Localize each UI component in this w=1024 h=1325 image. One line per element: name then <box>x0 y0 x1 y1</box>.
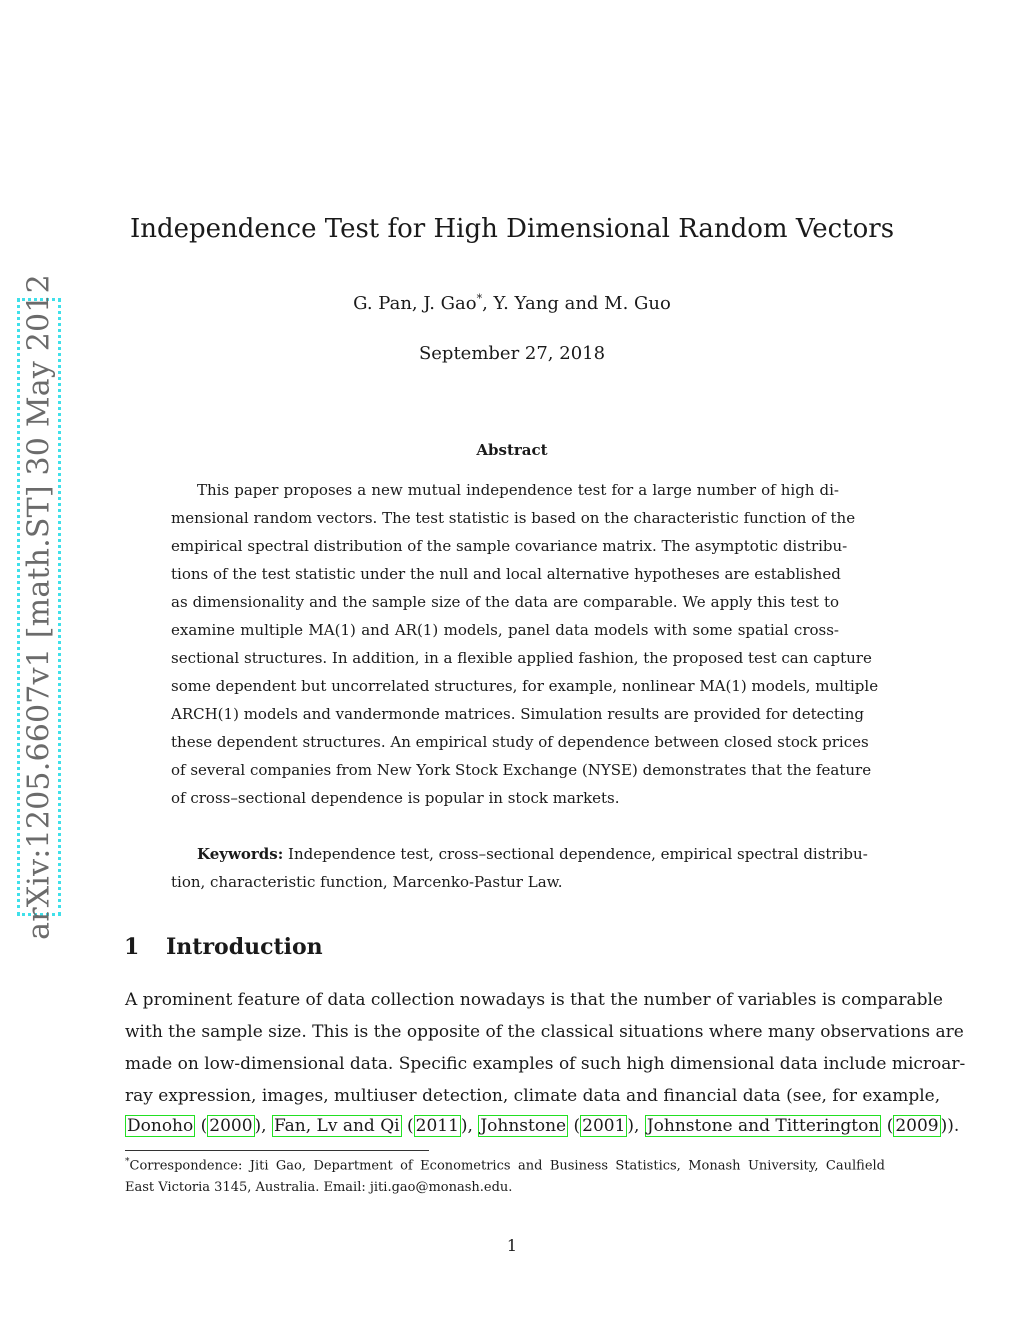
paper-date: September 27, 2018 <box>418 343 606 364</box>
keywords-line-2: tion, characteristic function, Marcenko-Pastur Law. <box>171 873 563 891</box>
body-line: made on low-dimensional data. Specific examples of such high dimensional data include microar- <box>125 1054 966 1074</box>
citation-year-donoho[interactable]: 2000 <box>209 1116 253 1136</box>
correspondence-marker: * <box>476 292 483 305</box>
section-number: 1 <box>124 934 140 960</box>
abstract-line: empirical spectral distribution of the sample covariance matrix. The asymptotic distribu- <box>171 537 848 555</box>
keywords-text-1: Independence test, cross–sectional dependence, empirical spectral distribu- <box>288 845 868 863</box>
abstract-line: examine multiple MA(1) and AR(1) models, panel data models with some spatial cross- <box>171 621 839 639</box>
page-number: 1 <box>506 1236 518 1255</box>
citation-link-donoho[interactable]: Donoho <box>127 1116 194 1136</box>
citation-year-johnstone[interactable]: 2001 <box>582 1116 626 1136</box>
citation-link-johnstone[interactable]: Johnstone <box>480 1116 567 1136</box>
footnote-text-1: Correspondence: Jiti Gao, Department of Econometrics and Business Statistics, Monash University, Caulfield <box>129 1158 885 1174</box>
abstract-line: mensional random vectors. The test statistic is based on the characteristic function of the <box>171 509 856 527</box>
body-line: A prominent feature of data collection nowadays is that the number of variables is comparable <box>125 990 943 1010</box>
keywords-label: Keywords: <box>197 845 284 863</box>
citation-link-johnstone-titterington[interactable]: Johnstone and Titterington <box>646 1116 880 1136</box>
section-title: Introduction <box>166 934 323 960</box>
paper-title: Independence Test for High Dimensional Random Vectors <box>129 214 895 244</box>
author-list <box>0 292 1024 314</box>
body-line: with the sample size. This is the opposite of the classical situations where many observations are <box>125 1022 964 1042</box>
keywords-line-1 <box>171 843 868 865</box>
abstract-line: This paper proposes a new mutual independence test for a large number of high di- <box>197 481 839 499</box>
citation-line: Donoho ( 2000 ), Fan, Lv and Qi ( 2011 ), Johnstone ( 2001 ), Johnstone and Titterington ( 2009 )). <box>127 1116 960 1136</box>
citation-link-fan-lv-qi[interactable]: Fan, Lv and Qi <box>274 1116 400 1136</box>
footnote-marker: * <box>125 1157 130 1167</box>
section-heading <box>124 934 323 960</box>
footnote-line-1 <box>125 1152 885 1172</box>
arxiv-identifier[interactable]: arXiv:1205.6607v1 [math.ST] 30 May 2012 <box>21 274 57 940</box>
abstract-line: as dimensionality and the sample size of the data are comparable. We apply this test to <box>171 593 839 611</box>
abstract-line: tions of the test statistic under the null and local alternative hypotheses are established <box>171 565 841 583</box>
footnote-rule <box>125 1150 429 1151</box>
abstract-line: sectional structures. In addition, in a flexible applied fashion, the proposed test can capture <box>171 649 872 667</box>
abstract-line: some dependent but uncorrelated structures, for example, nonlinear MA(1) models, multiple <box>171 677 879 695</box>
authors-before: G. Pan, J. Gao <box>353 293 477 314</box>
abstract-line: of several companies from New York Stock Exchange (NYSE) demonstrates that the feature <box>171 761 872 779</box>
abstract-line: these dependent structures. An empirical study of dependence between closed stock prices <box>171 733 869 751</box>
body-line: ray expression, images, multiuser detection, climate data and financial data (see, for example, <box>125 1086 941 1106</box>
citation-year-fan-lv-qi[interactable]: 2011 <box>415 1116 459 1136</box>
authors-after: , Y. Yang and M. Guo <box>482 293 671 314</box>
abstract-line: ARCH(1) models and vandermonde matrices. Simulation results are provided for detecting <box>171 705 864 723</box>
footnote-line-2: East Victoria 3145, Australia. Email: jiti.gao@monash.edu. <box>125 1180 513 1195</box>
abstract-line: of cross–sectional dependence is popular in stock markets. <box>171 789 620 807</box>
citation-year-johnstone-titterington[interactable]: 2009 <box>895 1116 939 1136</box>
abstract-heading: Abstract <box>476 441 548 459</box>
